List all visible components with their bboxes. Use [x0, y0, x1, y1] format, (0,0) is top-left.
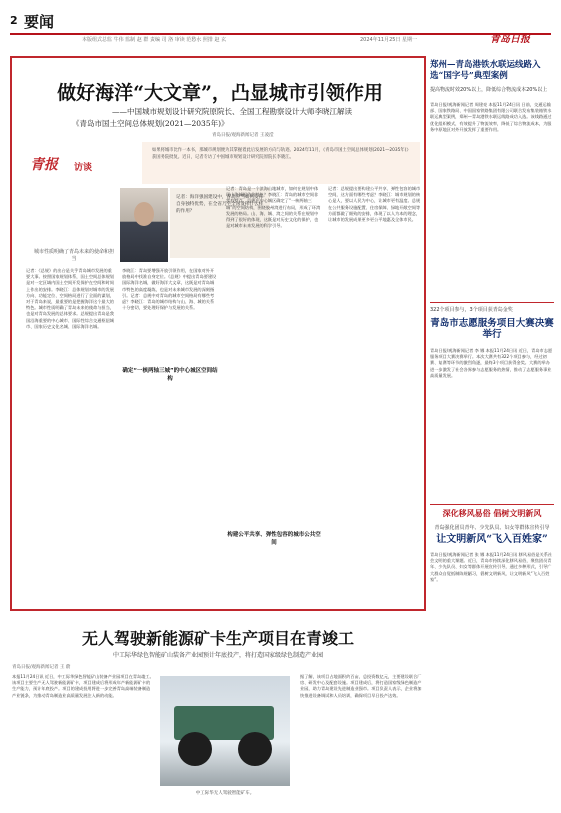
truck-wheel — [178, 732, 212, 766]
article-3-headline[interactable]: 让文明新风“飞入百姓家” — [436, 534, 548, 545]
page-header — [0, 0, 561, 48]
divider — [430, 504, 554, 505]
bottom-subtitle: 中工际华绿色智能矿山装备产业园预计年底投产，将打造国家级绿色制造产业园 — [112, 652, 323, 659]
lead-box — [142, 142, 420, 184]
article-3-subtitle: 青岛强化团员青年、少先队员、妇女等群体宣传引导 — [434, 525, 550, 531]
bottom-column-left: 本报11月24日讯 近日，中工际华绿色智能矿山装备产业园项目在青岛竣工。该项目主要生产无人驾驶新能源矿卡，项目建成后将形成年产新能源矿卡的生产能力，预计年底投产。项目的建成投用将进一步完善青岛高端装备制造产业链条，为推动青岛制造业高质量发展注入新的动能。 — [12, 674, 154, 698]
newspaper-logo: 青岛日报 — [490, 34, 530, 45]
feature-headline[interactable]: 做好海洋“大文章”，凸显城市引领作用 — [57, 82, 383, 104]
photo-caption: 中工际华无人驾驶智能矿车。 — [195, 791, 255, 796]
truck-wheel — [238, 732, 272, 766]
pull-quote: 城市性质明确了青岛未来的使命和担当 — [34, 249, 115, 262]
bottom-column-right: 据了解，该项目占地面积约百亩，总投资数亿元，主要建设联合厂房、研发中心及配套设施。项目建成后，将打造国家级绿色制造产业园，助力青岛建设先进制造业强市。项目负责人表示，企业将加快推进设备调试和人员培训，确保项目早日投产达效。 — [300, 674, 422, 698]
feature-subtitle-2: 《青岛市国土空间总体规划(2021—2035年)》 — [72, 119, 229, 128]
question-text: 记者：海洋强国建设中，青岛应当如何发挥自身独特优势，在全省乃至全国发挥什么样的作用？ — [176, 195, 264, 214]
article-2-body: 青岛日报/观海新闻记者 李 娜 本报11月24日讯 近日，青岛市志愿服务项目大赛决赛举行。本次大赛共有322个项目参与，经过初赛、复赛等环节的激烈角逐，最终3个项目获得金奖。大赛的举办进一步激发了社会各界参与志愿服务的热情，推动了志愿服务事业高质量发展。 — [430, 348, 553, 378]
header-rule — [10, 33, 551, 35]
interview-tag-brand: 青报 — [30, 157, 58, 173]
article-2-kicker: 322个项目参与，3个项目获青岛金奖 — [430, 307, 513, 313]
bottom-headline[interactable]: 无人驾驶新能源矿卡生产项目在青竣工 — [81, 629, 354, 648]
feature-subtitle: ——中国城市规划设计研究院原院长、全国工程勘察设计大师李晓江解读 — [112, 107, 352, 116]
mining-truck-photo — [160, 676, 290, 786]
right-column — [430, 56, 554, 796]
article-2-headline[interactable]: 青岛市志愿服务项目大赛决赛举行 — [430, 318, 554, 340]
feature-column-3: 记者：青岛是一个滨海山地城市，如何在规划中体现山海城相依的特色？李晓江：青岛的城市空间非常有特点，总规在中心城区确定了“一核两轴三城”的空间结构，围绕胶州湾进行布局，形成了环湾发展的格局。山、海、城、湾之间的关系在规划中得到了很好的体现，这既是对历史文化的保护，也是对城市未来发展的科学引导。 — [226, 186, 321, 229]
article-1-subtitle: 提高物流时效20%以上，降低综合物流成本20%以上 — [430, 87, 548, 93]
editor-credits: 本版组式总监 牛伟 监制 赵 群 责编 司 洛 审读 范愁水 照排 赵 玄 — [82, 37, 227, 43]
lead-text: 如果将城市比作一本书，那城市规划便为其掌握着此后发展的方向与轨迹。2024年11月，《青岛市国土空间总体规划(2021—2035年)》获国务院批复。近日，记者专访了中国城市规划设计研究院原院长李晓江。 — [152, 148, 411, 160]
interview-tag — [30, 146, 132, 190]
section-title: 要闻 — [24, 13, 55, 31]
bottom-byline: 青岛日报/观海新闻记者 王 蔚 — [12, 665, 71, 670]
feature-column-4: 记者：总规提出要构建公平共享、弹性包容的城市空间，这方面有哪些考虑？李晓江：城市规划的核心是人，要以人民为中心，让城市更有温度。总规在公共服务设施配置、住房保障、绿地开敞空间等方面都做了细致的安排，体现了以人为本的理念，让城市的发展成果更多更公平地惠及全体市民。 — [328, 186, 421, 223]
feature-byline: 青岛日报/观海新闻记者 王凌滢 — [212, 133, 274, 138]
feature-article — [10, 56, 426, 611]
page-number: 2 — [10, 14, 18, 27]
article-1-body: 青岛日报/观海新闻记者 周建亮 本报11月24日讯 日前，交通运输部、国家铁路局、中国国家铁路集团有限公司联合发布集装箱铁水联运典型案例，郑州—青岛港铁水联运线路成功入选。该线路通过优化组织模式，有效提升了物流效率，降低了综合物流成本，为服务中原地区对外开放发挥了重要作用。 — [430, 102, 552, 132]
bottom-article — [10, 616, 426, 806]
issue-date: 2024年11月25日 星期一 — [360, 37, 418, 43]
divider — [430, 302, 554, 303]
article-3-kicker: 深化移风易俗 倡树文明新风 — [442, 508, 542, 518]
interview-tag-label: 访谈 — [74, 163, 93, 173]
article-3-body: 青岛日报/观海新闻记者 张 娜 本报11月24日讯 移风易俗是关系社会文明的重大课题。近日，青岛市持续深化移风易俗，聚焦团员青年、少先队员、妇女等群体开展宣传引导，通过多种形式，引导广大群众自觉抵制陈规陋习，倡树文明新风，让文明新风“飞入百姓家”。 — [430, 552, 553, 582]
article-1-headline[interactable]: 郑州—青岛港铁水联运线路入选“国字号”典型案例 — [430, 60, 541, 81]
feature-column-2: 李晓江：青岛要增强开放引领作用，在国家对外开放格局中找准自身定位。《总规》中提出青岛要建设国际海洋名城，做好海洋大文章，这既是对青岛城市特色的高度凝练，也是对未来城市发展的深刻指引。记者：总规中对青岛的城市空间格局有哪些考虑？李晓江：青岛的城市结构与山、海、城的关系十分密切，要处理好保护与发展的关系。 — [122, 268, 217, 311]
portrait-face — [134, 202, 154, 226]
interviewee-photo — [120, 188, 168, 262]
feature-subhead-1: 确定“一核两轴三城”的中心城区空间结构 — [122, 368, 218, 382]
feature-column-1: 记者：《总规》的出台是关乎青岛城市发展的重要大事。按照国家规划体系，国土空间总体规划是对一定区域内国土空间开发保护在空间和时间上作出的安排。李晓江：总体规划对城市的发展方向、功能定位、空间格局进行了全面的谋划，对于青岛来说，最重要的是把握海洋这个最大的特色。城市性质明确了青岛未来的使命与担当，也是对青岛发展的总体要求。总规提出青岛是我国沿海重要的中心城市、国际性综合交通枢纽城市、国家历史文化名城、国际海洋名城。 — [26, 268, 114, 329]
feature-subhead-2: 构建公平共享、弹性包容的城市公共空间 — [227, 532, 321, 546]
